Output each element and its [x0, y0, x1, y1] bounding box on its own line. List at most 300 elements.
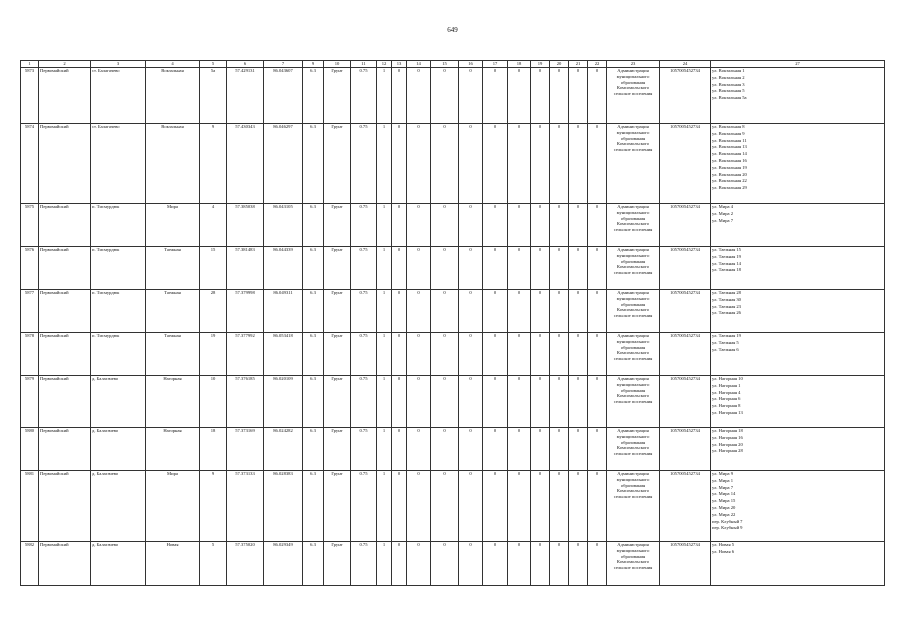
zero-cell: 0 — [569, 68, 588, 124]
zero-cell: 0 — [392, 68, 407, 124]
column-header: 22 — [588, 61, 607, 68]
address-item: ул. Таежная 5 — [712, 339, 739, 345]
street-cell: Таежная — [146, 290, 200, 333]
count-cell: 1 — [377, 542, 392, 586]
table-row — [21, 471, 885, 542]
address-item: ул. Таежная 19 — [712, 253, 741, 259]
owner-org-cell: Администрация муниципального образования Комсомольского сельское поселения — [607, 68, 660, 124]
zero-cell: 0 — [483, 376, 508, 428]
zero-cell: 0 — [588, 247, 607, 290]
owner-org-cell: Администрация муниципального образования Комсомольского сельское поселения — [607, 471, 660, 542]
surface-cell: Грунт — [324, 428, 351, 471]
house-cell: 10 — [200, 376, 227, 428]
address-item: ул. Таежная 19 — [712, 333, 741, 338]
area-cell: 6.3 — [303, 428, 324, 471]
zero-cell: 0 — [550, 290, 569, 333]
addresses-cell — [711, 428, 885, 471]
address-item: ул. Мира 4 — [712, 204, 734, 209]
zero-cell: 0 — [508, 290, 531, 333]
area-cell: 6.3 — [303, 542, 324, 586]
zero-cell: 0 — [550, 247, 569, 290]
zero-cell: 0 — [407, 376, 431, 428]
owner-org-cell: Администрация муниципального образования Комсомольского сельское поселения — [607, 204, 660, 247]
settlement-cell: д. Балагачево — [91, 428, 146, 471]
zero-cell: 0 — [588, 471, 607, 542]
latitude-cell: 57.375020 — [227, 542, 264, 586]
house-cell: 9 — [200, 124, 227, 204]
address-item: ул. Нагорная 28 — [712, 448, 743, 454]
district-cell: Первомайский — [39, 471, 91, 542]
settlement-cell: д. Балагачево — [91, 376, 146, 428]
zero-cell: 0 — [550, 376, 569, 428]
row-number: 5881 — [21, 471, 39, 542]
zero-cell: 0 — [588, 124, 607, 204]
zero-cell: 0 — [588, 68, 607, 124]
column-header: 14 — [407, 61, 431, 68]
zero-cell: 0 — [392, 124, 407, 204]
zero-cell: 0 — [550, 471, 569, 542]
longitude-cell: 86.020109 — [264, 376, 303, 428]
zero-cell: 0 — [569, 333, 588, 376]
longitude-cell: 86.024282 — [264, 428, 303, 471]
count-cell: 1 — [377, 124, 392, 204]
zero-cell: 0 — [407, 247, 431, 290]
zero-cell: 0 — [483, 333, 508, 376]
address-item: ул. Вокзальная 5 — [712, 88, 745, 94]
table-row — [21, 124, 885, 204]
column-header: 6 — [227, 61, 264, 68]
address-item: ул. Нагорная 18 — [712, 428, 743, 433]
settlement-cell: п. Тисмурдюк — [91, 204, 146, 247]
address-item: ул. Вокзальная 19 — [712, 164, 747, 170]
district-cell: Первомайский — [39, 428, 91, 471]
address-item: ул. Вокзальная 13 — [712, 144, 747, 150]
zero-cell: 0 — [431, 68, 459, 124]
row-number: 5873 — [21, 68, 39, 124]
zero-cell: 0 — [431, 333, 459, 376]
table-row — [21, 428, 885, 471]
zero-cell: 0 — [483, 247, 508, 290]
addresses-cell — [711, 333, 885, 376]
address-item: ул. Мира 22 — [712, 511, 736, 517]
address-item: ул. Мира 14 — [712, 491, 736, 497]
house-cell: 28 — [200, 290, 227, 333]
address-item: ул. Новая 6 — [712, 548, 735, 554]
zero-cell: 0 — [508, 542, 531, 586]
zero-cell: 0 — [431, 247, 459, 290]
street-cell: Нагорная — [146, 376, 200, 428]
column-header: 2 — [39, 61, 91, 68]
count-cell: 1 — [377, 428, 392, 471]
house-cell: 4 — [200, 204, 227, 247]
zero-cell: 0 — [531, 204, 550, 247]
volume-cell: 0.75 — [351, 290, 377, 333]
zero-cell: 0 — [550, 542, 569, 586]
column-header: 15 — [431, 61, 459, 68]
zero-cell: 0 — [588, 376, 607, 428]
address-item: ул. Нагорная 16 — [712, 434, 743, 440]
column-header: 7 — [264, 61, 303, 68]
owner-org-cell: Администрация муниципального образования Комсомольского сельское поселения — [607, 542, 660, 586]
settlement-cell: п. Тисмурдюк — [91, 290, 146, 333]
zero-cell: 0 — [459, 333, 483, 376]
address-item: ул. Вокзальная 22 — [712, 178, 747, 184]
district-cell: Первомайский — [39, 204, 91, 247]
street-cell: Мира — [146, 204, 200, 247]
owner-org-cell: Администрация муниципального образования Комсомольского сельское поселения — [607, 290, 660, 333]
ogrn-cell: 1057005452734 — [660, 542, 711, 586]
street-cell: Мира — [146, 471, 200, 542]
zero-cell: 0 — [508, 247, 531, 290]
longitude-cell: 86.043607 — [264, 68, 303, 124]
zero-cell: 0 — [459, 290, 483, 333]
address-item: ул. Таежная 28 — [712, 290, 741, 295]
district-cell: Первомайский — [39, 247, 91, 290]
address-item: ул. Мира 2 — [712, 210, 734, 216]
column-header: 17 — [483, 61, 508, 68]
column-header: 19 — [531, 61, 550, 68]
volume-cell: 0.75 — [351, 204, 377, 247]
volume-cell: 0.75 — [351, 333, 377, 376]
district-cell: Первомайский — [39, 542, 91, 586]
zero-cell: 0 — [431, 204, 459, 247]
volume-cell: 0.75 — [351, 68, 377, 124]
row-number: 5882 — [21, 542, 39, 586]
house-cell: 15 — [200, 247, 227, 290]
volume-cell: 0.75 — [351, 247, 377, 290]
address-item: ул. Нагорная 4 — [712, 389, 741, 395]
zero-cell: 0 — [407, 204, 431, 247]
latitude-cell: 57.373133 — [227, 471, 264, 542]
column-header: 1 — [21, 61, 39, 68]
address-item: ул. Мира 20 — [712, 504, 736, 510]
zero-cell: 0 — [483, 124, 508, 204]
addresses-cell — [711, 376, 885, 428]
zero-cell: 0 — [459, 542, 483, 586]
settlement-cell: ст. Балагачево — [91, 68, 146, 124]
zero-cell: 0 — [588, 542, 607, 586]
count-cell: 1 — [377, 471, 392, 542]
column-header: 13 — [392, 61, 407, 68]
zero-cell: 0 — [531, 247, 550, 290]
address-item: пер. Клубный 9 — [712, 525, 743, 531]
zero-cell: 0 — [459, 247, 483, 290]
volume-cell: 0.75 — [351, 542, 377, 586]
zero-cell: 0 — [569, 290, 588, 333]
address-item: ул. Нагорная 13 — [712, 409, 743, 415]
volume-cell: 0.75 — [351, 376, 377, 428]
zero-cell: 0 — [483, 290, 508, 333]
address-item: ул. Вокзальная 9 — [712, 130, 745, 136]
address-item: ул. Вокзальная 2 — [712, 74, 745, 80]
zero-cell: 0 — [569, 376, 588, 428]
zero-cell: 0 — [431, 124, 459, 204]
area-cell: 6.3 — [303, 124, 324, 204]
row-number: 5877 — [21, 290, 39, 333]
area-cell: 6.3 — [303, 471, 324, 542]
column-header: 24 — [660, 61, 711, 68]
address-item: ул. Нагорная 10 — [712, 376, 743, 381]
ogrn-cell: 1057005452734 — [660, 290, 711, 333]
district-cell: Первомайский — [39, 333, 91, 376]
street-cell: Вокзальная — [146, 124, 200, 204]
area-cell: 6.3 — [303, 68, 324, 124]
address-item: ул. Таежная 30 — [712, 296, 741, 302]
street-cell: Таежная — [146, 333, 200, 376]
zero-cell: 0 — [483, 542, 508, 586]
row-number: 5879 — [21, 376, 39, 428]
zero-cell: 0 — [431, 290, 459, 333]
volume-cell: 0.75 — [351, 124, 377, 204]
column-header: 18 — [508, 61, 531, 68]
address-item: ул. Нагорная 1 — [712, 382, 741, 388]
zero-cell: 0 — [392, 290, 407, 333]
zero-cell: 0 — [508, 428, 531, 471]
address-item: ул. Вокзальная 20 — [712, 171, 747, 177]
count-cell: 1 — [377, 204, 392, 247]
address-item: ул. Вокзальная 3 — [712, 81, 745, 87]
column-header: 5 — [200, 61, 227, 68]
column-header: 4 — [146, 61, 200, 68]
addresses-cell — [711, 471, 885, 542]
addresses-cell — [711, 290, 885, 333]
zero-cell: 0 — [459, 68, 483, 124]
street-cell: Нагорная — [146, 428, 200, 471]
zero-cell: 0 — [392, 376, 407, 428]
volume-cell: 0.75 — [351, 471, 377, 542]
zero-cell: 0 — [588, 428, 607, 471]
address-item: ул. Вокзальная 11 — [712, 137, 747, 143]
zero-cell: 0 — [550, 124, 569, 204]
zero-cell: 0 — [531, 290, 550, 333]
address-item: пер. Клубный 7 — [712, 518, 743, 524]
zero-cell: 0 — [459, 428, 483, 471]
ogrn-cell: 1057005452734 — [660, 376, 711, 428]
address-item: ул. Нагорная 8 — [712, 403, 741, 409]
volume-cell: 0.75 — [351, 428, 377, 471]
zero-cell: 0 — [431, 428, 459, 471]
house-cell: 5 — [200, 542, 227, 586]
zero-cell: 0 — [459, 376, 483, 428]
zero-cell: 0 — [431, 542, 459, 586]
area-cell: 6.3 — [303, 247, 324, 290]
area-cell: 6.3 — [303, 376, 324, 428]
ogrn-cell: 1057005452734 — [660, 68, 711, 124]
address-item: ул. Вокзальная 29 — [712, 185, 747, 191]
street-cell: Таежная — [146, 247, 200, 290]
registry-table — [20, 60, 885, 586]
zero-cell: 0 — [569, 124, 588, 204]
count-cell: 1 — [377, 376, 392, 428]
owner-org-cell: Администрация муниципального образования Комсомольского сельское поселения — [607, 247, 660, 290]
column-header: 11 — [351, 61, 377, 68]
address-item: ул. Новая 5 — [712, 542, 735, 547]
zero-cell: 0 — [531, 471, 550, 542]
house-cell: 9 — [200, 471, 227, 542]
ogrn-cell: 1057005452734 — [660, 204, 711, 247]
latitude-cell: 57.376185 — [227, 376, 264, 428]
zero-cell: 0 — [392, 204, 407, 247]
zero-cell: 0 — [508, 68, 531, 124]
zero-cell: 0 — [531, 428, 550, 471]
zero-cell: 0 — [483, 428, 508, 471]
zero-cell: 0 — [392, 471, 407, 542]
addresses-cell — [711, 204, 885, 247]
address-item: ул. Вокзальная 16 — [712, 157, 747, 163]
zero-cell: 0 — [508, 333, 531, 376]
surface-cell: Грунт — [324, 68, 351, 124]
column-header: 23 — [607, 61, 660, 68]
zero-cell: 0 — [407, 333, 431, 376]
zero-cell: 0 — [392, 333, 407, 376]
column-header: 10 — [324, 61, 351, 68]
page-number: 649 — [447, 26, 458, 34]
zero-cell: 0 — [588, 290, 607, 333]
address-item: ул. Таежная 14 — [712, 260, 741, 266]
address-item: ул. Нагорная 20 — [712, 441, 743, 447]
zero-cell: 0 — [407, 290, 431, 333]
zero-cell: 0 — [569, 542, 588, 586]
latitude-cell: 57.379998 — [227, 290, 264, 333]
row-number: 5880 — [21, 428, 39, 471]
row-number: 5874 — [21, 124, 39, 204]
zero-cell: 0 — [531, 376, 550, 428]
zero-cell: 0 — [508, 376, 531, 428]
zero-cell: 0 — [531, 333, 550, 376]
address-item: ул. Нагорная 6 — [712, 396, 741, 402]
street-cell: Вокзальная — [146, 68, 200, 124]
ogrn-cell: 1057005452734 — [660, 124, 711, 204]
zero-cell: 0 — [569, 428, 588, 471]
owner-org-cell: Администрация муниципального образования Комсомольского сельское поселения — [607, 428, 660, 471]
zero-cell: 0 — [531, 68, 550, 124]
table-row — [21, 333, 885, 376]
count-cell: 1 — [377, 247, 392, 290]
zero-cell: 0 — [392, 247, 407, 290]
latitude-cell: 57.373169 — [227, 428, 264, 471]
address-item: ул. Таежная 6 — [712, 346, 739, 352]
addresses-cell — [711, 247, 885, 290]
address-item: ул. Таежная 23 — [712, 303, 741, 309]
zero-cell: 0 — [531, 124, 550, 204]
zero-cell: 0 — [431, 471, 459, 542]
column-header: 3 — [91, 61, 146, 68]
house-cell: 5а — [200, 68, 227, 124]
zero-cell: 0 — [550, 204, 569, 247]
zero-cell: 0 — [483, 204, 508, 247]
address-item: ул. Вокзальная 8 — [712, 124, 745, 129]
address-item: ул. Таежная 15 — [712, 247, 741, 252]
count-cell: 1 — [377, 333, 392, 376]
column-header: 9 — [303, 61, 324, 68]
row-number: 5878 — [21, 333, 39, 376]
zero-cell: 0 — [550, 428, 569, 471]
address-item: ул. Мира 7 — [712, 217, 734, 223]
surface-cell: Грунт — [324, 124, 351, 204]
zero-cell: 0 — [588, 204, 607, 247]
surface-cell: Грунт — [324, 204, 351, 247]
area-cell: 6.3 — [303, 290, 324, 333]
zero-cell: 0 — [508, 204, 531, 247]
address-item: ул. Вокзальная 14 — [712, 151, 747, 157]
count-cell: 1 — [377, 68, 392, 124]
table-row — [21, 290, 885, 333]
street-cell: Новая — [146, 542, 200, 586]
ogrn-cell: 1057005452734 — [660, 428, 711, 471]
zero-cell: 0 — [550, 68, 569, 124]
column-header: 12 — [377, 61, 392, 68]
zero-cell: 0 — [392, 428, 407, 471]
owner-org-cell: Администрация муниципального образования Комсомольского сельское поселения — [607, 124, 660, 204]
latitude-cell: 57.377992 — [227, 333, 264, 376]
address-item: ул. Мира 7 — [712, 484, 734, 490]
surface-cell: Грунт — [324, 542, 351, 586]
row-number: 5875 — [21, 204, 39, 247]
owner-org-cell: Администрация муниципального образования Комсомольского сельское поселения — [607, 333, 660, 376]
zero-cell: 0 — [569, 471, 588, 542]
longitude-cell: 86.044339 — [264, 247, 303, 290]
settlement-cell: д. Балагачево — [91, 542, 146, 586]
surface-cell: Грунт — [324, 471, 351, 542]
area-cell: 6.3 — [303, 204, 324, 247]
longitude-cell: 86.043105 — [264, 204, 303, 247]
ogrn-cell: 1057005452734 — [660, 333, 711, 376]
settlement-cell: п. Тисмурдюк — [91, 247, 146, 290]
owner-org-cell: Администрация муниципального образования Комсомольского сельское поселения — [607, 376, 660, 428]
address-item: ул. Таежная 26 — [712, 310, 741, 316]
zero-cell: 0 — [407, 542, 431, 586]
address-item: ул. Мира 1 — [712, 477, 734, 483]
address-item: ул. Мира 15 — [712, 498, 736, 504]
surface-cell: Грунт — [324, 290, 351, 333]
table-row — [21, 68, 885, 124]
column-header: 20 — [550, 61, 569, 68]
addresses-cell — [711, 68, 885, 124]
zero-cell: 0 — [550, 333, 569, 376]
longitude-cell: 86.028383 — [264, 471, 303, 542]
latitude-cell: 57.430343 — [227, 124, 264, 204]
zero-cell: 0 — [588, 333, 607, 376]
settlement-cell: п. Тисмурдюк — [91, 333, 146, 376]
ogrn-cell: 1057005452734 — [660, 471, 711, 542]
zero-cell: 0 — [407, 68, 431, 124]
address-item: ул. Мира 9 — [712, 471, 734, 476]
zero-cell: 0 — [459, 124, 483, 204]
zero-cell: 0 — [569, 204, 588, 247]
zero-cell: 0 — [508, 471, 531, 542]
zero-cell: 0 — [392, 542, 407, 586]
row-number: 5876 — [21, 247, 39, 290]
address-item: ул. Таежная 18 — [712, 267, 741, 273]
column-header-row — [21, 61, 885, 68]
column-header: 27 — [711, 61, 885, 68]
zero-cell: 0 — [508, 124, 531, 204]
zero-cell: 0 — [459, 204, 483, 247]
house-cell: 19 — [200, 333, 227, 376]
surface-cell: Грунт — [324, 376, 351, 428]
surface-cell: Грунт — [324, 247, 351, 290]
longitude-cell: 86.046297 — [264, 124, 303, 204]
settlement-cell: д. Балагачево — [91, 471, 146, 542]
longitude-cell: 86.053418 — [264, 333, 303, 376]
district-cell: Первомайский — [39, 376, 91, 428]
table-row — [21, 247, 885, 290]
address-item: ул. Вокзальная 5а — [712, 95, 747, 101]
longitude-cell: 86.049311 — [264, 290, 303, 333]
table-row — [21, 376, 885, 428]
column-header: 21 — [569, 61, 588, 68]
district-cell: Первомайский — [39, 290, 91, 333]
